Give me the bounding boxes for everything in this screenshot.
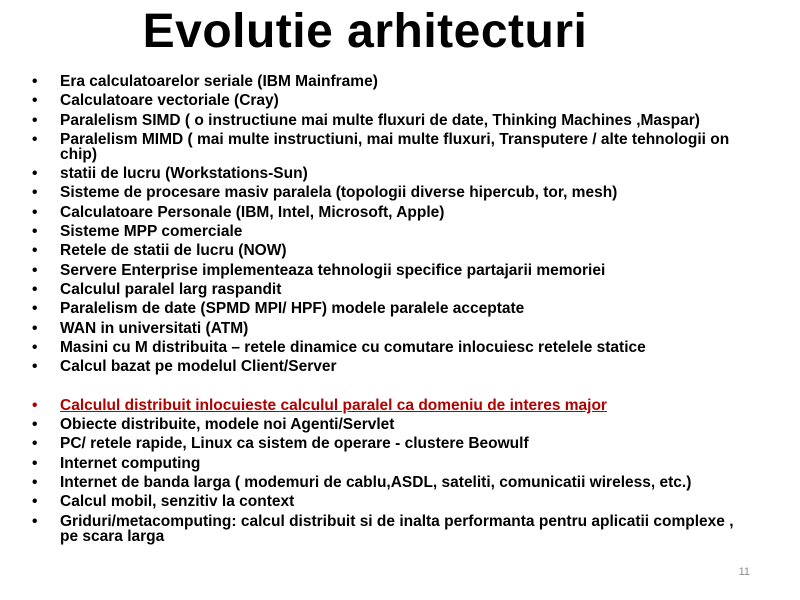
- list-item-text: Calcul bazat pe modelul Client/Server: [60, 358, 337, 376]
- list-item-text: statii de lucru (Workstations-Sun): [60, 165, 308, 183]
- list-item: [0, 415, 750, 434]
- bullet-icon: •: [32, 130, 38, 148]
- list-item: [0, 222, 750, 241]
- bullet-icon: •: [32, 493, 38, 511]
- list-item: [0, 434, 750, 453]
- bullet-icon: •: [32, 223, 38, 241]
- list-spacer: [0, 376, 800, 395]
- list-item: [0, 241, 750, 260]
- list-item-text: WAN in universitati (ATM): [60, 319, 249, 337]
- list-item-text: Obiecte distribuite, modele noi Agenti/Servlet: [60, 416, 395, 434]
- highlight-item-text: Calculul distribuit inlocuieste calculul paralel ca domeniu de interes major: [60, 396, 607, 414]
- list-item: [0, 319, 750, 338]
- bullet-icon: •: [32, 319, 38, 337]
- bullet-icon: •: [32, 92, 38, 110]
- list-item-text: Paralelism de date (SPMD MPI/ HPF) modele paralele acceptate: [60, 300, 525, 318]
- list-item-text: Sisteme de procesare masiv paralela (topologii diverse hipercub, tor, mesh): [60, 184, 618, 202]
- list-item: [0, 72, 750, 91]
- bullet-icon: •: [32, 473, 38, 491]
- highlight-list-item: [0, 396, 750, 415]
- bullet-icon: •: [32, 358, 38, 376]
- bullet-icon: •: [32, 396, 38, 414]
- bullet-icon: •: [32, 203, 38, 221]
- list-item-text: Calculatoare vectoriale (Cray): [60, 92, 279, 110]
- list-item-text: Servere Enterprise implementeaza tehnologii specifice partajarii memoriei: [60, 261, 606, 279]
- list-item: [0, 492, 750, 511]
- bullet-icon: •: [32, 242, 38, 260]
- list-item-text: Era calculatoarelor seriale (IBM Mainframe): [60, 73, 378, 90]
- list-item-text: PC/ retele rapide, Linux ca sistem de operare - clustere Beowulf: [60, 435, 529, 453]
- list-item-text: Calcul mobil, senzitiv la context: [60, 493, 295, 511]
- list-item: [0, 338, 750, 357]
- list-item: [0, 357, 750, 376]
- list-item-text: Retele de statii de lucru (NOW): [60, 242, 287, 260]
- list-item: [0, 91, 750, 110]
- bullet-icon: •: [32, 261, 38, 279]
- list-item: [0, 183, 750, 202]
- list-item: [0, 111, 750, 130]
- list-item-text: Calculatoare Personale (IBM, Intel, Microsoft, Apple): [60, 203, 445, 221]
- list-item: [0, 280, 750, 299]
- list-item-text: Paralelism MIMD ( mai multe instructiuni, mai multe fluxuri, Transputere / alte tehnologii on chip): [60, 130, 730, 163]
- list-item-text: Internet computing: [60, 454, 201, 472]
- bullet-icon: •: [32, 184, 38, 202]
- list-item-text: Sisteme MPP comerciale: [60, 223, 243, 241]
- bullet-icon: •: [32, 73, 38, 90]
- list-item-text: Internet de banda larga ( modemuri de cablu,ASDL, sateliti, comunicatii wireless, etc.): [60, 473, 692, 491]
- list-item-text: Masini cu M distribuita – retele dinamice cu comutare inlocuiesc retelele statice: [60, 338, 646, 356]
- list-item: [0, 299, 750, 318]
- list-item: [0, 130, 750, 164]
- list-item-text: Griduri/metacomputing: calcul distribuit si de inalta performanta pentru aplicatii complexe , pe scara larga: [60, 512, 734, 545]
- bullet-icon: •: [32, 454, 38, 472]
- slide-title: Evolutie arhitecturi: [142, 5, 588, 58]
- list-item: [0, 473, 750, 492]
- bullet-list: [0, 72, 800, 546]
- bullet-icon: •: [32, 435, 38, 453]
- list-item: [0, 454, 750, 473]
- bullet-icon: •: [32, 338, 38, 356]
- list-item: [0, 203, 750, 222]
- bullet-icon: •: [32, 111, 38, 129]
- bullet-icon: •: [32, 512, 38, 530]
- bullet-icon: •: [32, 300, 38, 318]
- list-item-text: Paralelism SIMD ( o instructiune mai multe fluxuri de date, Thinking Machines ,Maspar): [60, 111, 700, 129]
- bullet-icon: •: [32, 416, 38, 434]
- list-item: [0, 164, 750, 183]
- list-item-text: Calculul paralel larg raspandit: [60, 280, 282, 298]
- bullet-icon: •: [32, 280, 38, 298]
- bullet-icon: •: [32, 165, 38, 183]
- page-number: 11: [738, 566, 750, 578]
- list-item: [0, 512, 750, 546]
- list-item: [0, 261, 750, 280]
